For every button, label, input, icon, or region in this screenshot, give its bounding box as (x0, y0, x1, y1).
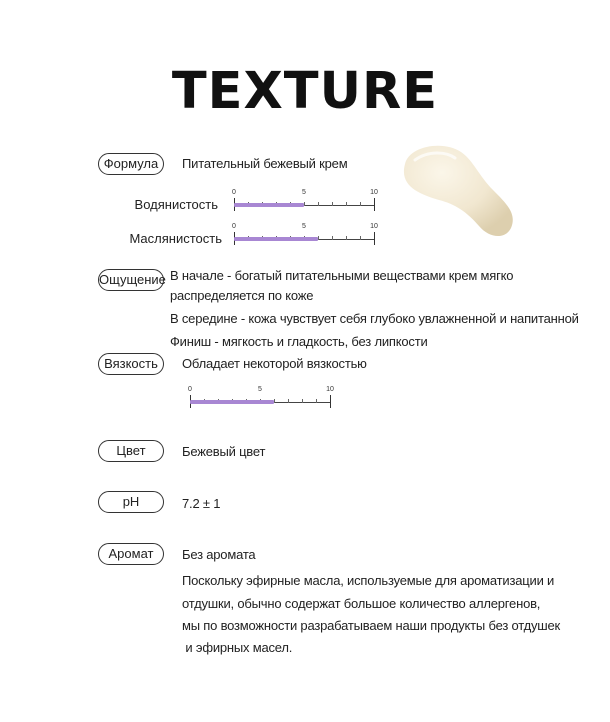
aroma-value: Без аромата (182, 547, 256, 562)
scale-tick (332, 236, 333, 240)
color-value: Бежевый цвет (182, 444, 266, 459)
feeling-badge: Ощущение (98, 269, 164, 291)
scale-tick (360, 202, 361, 206)
scale-tick (332, 202, 333, 206)
scale-tick (374, 232, 375, 245)
page-title: TEXTURE (171, 62, 439, 121)
scale-tick (288, 399, 289, 403)
scale-tick (318, 202, 319, 206)
scale-tick (346, 202, 347, 206)
aroma-line-3: мы по возможности разрабатываем наши продукты без отдушек (182, 618, 560, 633)
ph-value: 7.2 ± 1 (182, 496, 221, 511)
wateriness-scale (232, 189, 378, 212)
scale-tick-label: 10 (370, 223, 378, 230)
aroma-line-4: и эфирных масел. (182, 640, 293, 655)
scale-tick-label: 10 (370, 189, 378, 196)
scale-tick-label: 0 (232, 189, 236, 196)
scale-tick (302, 399, 303, 403)
viscosity-scale (188, 386, 334, 409)
feeling-line-1: В начале - богатый питательными веществами крем мягко (170, 268, 514, 283)
formula-badge: Формула (98, 153, 164, 175)
scale-tick (316, 399, 317, 403)
scale-tick-label: 0 (188, 386, 192, 393)
oiliness-label: Маслянистость (129, 231, 222, 246)
scale-tick-label: 0 (232, 223, 236, 230)
aroma-badge: Аромат (98, 543, 164, 565)
feeling-line-2: распределяется по коже (170, 288, 314, 303)
scale-tick (346, 236, 347, 240)
scale-tick-label: 5 (258, 386, 262, 393)
ph-badge: pH (98, 491, 164, 513)
scale-tick-label: 10 (326, 386, 334, 393)
scale-tick-label: 5 (302, 189, 306, 196)
scale-fill (234, 237, 318, 241)
aroma-line-2: отдушки, обычно содержат большое количество аллергенов, (182, 596, 541, 611)
scale-tick (374, 198, 375, 211)
scale-tick (304, 202, 305, 206)
wateriness-label: Водянистость (134, 197, 218, 212)
oiliness-scale (232, 223, 378, 246)
viscosity-badge: Вязкость (98, 353, 164, 375)
cream-swatch-image (395, 142, 520, 242)
scale-tick (360, 236, 361, 240)
scale-tick (330, 395, 331, 408)
color-badge: Цвет (98, 440, 164, 462)
feeling-line-3: В середине - кожа чувствует себя глубоко увлажненной и напитанной (170, 311, 579, 326)
feeling-line-4: Финиш - мягкость и гладкость, без липкости (170, 334, 428, 349)
scale-tick (274, 399, 275, 403)
viscosity-value: Обладает некоторой вязкостью (182, 356, 367, 371)
scale-tick-label: 5 (302, 223, 306, 230)
scale-tick (318, 236, 319, 240)
scale-fill (234, 203, 304, 207)
aroma-line-1: Поскольку эфирные масла, используемые для ароматизации и (182, 573, 555, 588)
scale-fill (190, 400, 274, 404)
formula-value: Питательный бежевый крем (182, 156, 348, 171)
